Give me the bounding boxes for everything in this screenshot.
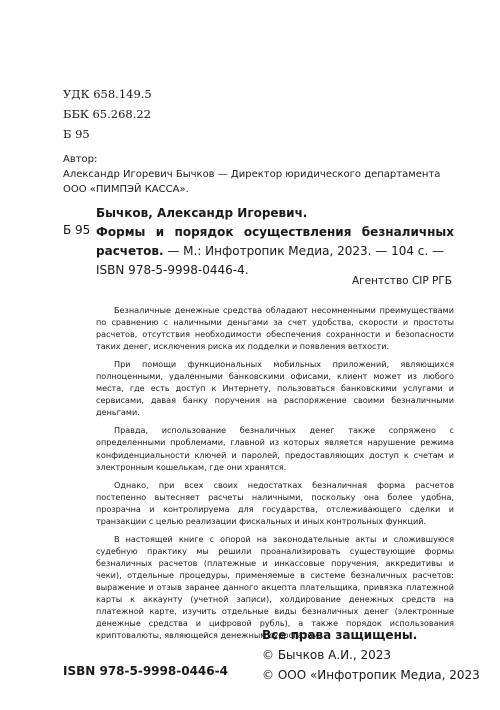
bib-title-line-1: [96, 223, 454, 242]
bbk-code: ББК 65.268.22: [63, 107, 151, 121]
bib-title-line-2: [96, 242, 454, 261]
bib-isbn: ISBN 978-5-9998-0446-4.: [96, 263, 249, 277]
annotation-paragraph: Правда, использование безналичных денег также сопряжено с определенными проблемами, главной из которых является нарушение режима конфиденциальности ключей и паролей, предоставляющих доступ к счетам и электронным кошелькам, где они хранятся.: [96, 425, 454, 472]
isbn-footer: ISBN 978-5-9998-0446-4: [63, 664, 228, 678]
udk-code: УДК 658.149.5: [63, 87, 152, 101]
bib-author-sign: Б 95: [63, 223, 91, 237]
annotation-paragraph: Однако, при всех своих недостатках безналичная форма расчетов постепенно вытесняет расчеты наличными, поскольку она более удобна, прозрачна и контролируема для государства, отслеживающего сделки и транзакции с целью реализации фискальных и иных контрольных функций.: [96, 479, 454, 526]
bib-title-end: расчетов.: [96, 244, 164, 258]
author-label: Автор:: [63, 154, 98, 165]
annotation: [96, 304, 454, 647]
annotation-paragraph: В настоящей книге с опорой на законодательные акты и сложившуюся судебную практику мы решили проанализировать существующие формы безналичных расчетов (платежные и инкассовые поручения, аккредитивы и чеки), отдельные процедуры, применяемые в системе безналичных расчетов: выражение и отзыв заранее данного акцепта плательщика, привязка платежной карты к аккаунту (учетной записи), холдирование денежных средств на платежной карте, изучить отдельные виды безналичных денег (электронные денежные средства и цифровой рубль), а также порядок использования криптовалюты, являющейся денежным суррогатом.: [96, 533, 454, 641]
author-company: ООО «ПИМПЭЙ КАССА».: [63, 184, 189, 195]
copyright-publisher: © ООО «Инфотропик Медиа, 2023: [262, 668, 480, 682]
bib-title-first: Формы и порядок осуществления безналичных: [96, 225, 454, 239]
author-sign-code: Б 95: [63, 127, 90, 141]
all-rights-reserved: Все права защищены.: [262, 628, 418, 642]
annotation-paragraph: Безналичные денежные средства обладают несомненными преимуществами по сравнению с наличными деньгами за счет удобства, скорости и простоты расчетов, отсутствия необходимости обеспечения сохранности и безопасности таких денег, исключения риска их подделки и появления ветхости.: [96, 305, 454, 352]
annotation-paragraph: При помощи функциональных мобильных приложений, являющихся полноценными, удаленными банковскими офисами, клиент может из любого места, где есть доступ к Интернету, пользоваться банковскими услугами и сервисами, давая банку поручения на распоряжение своими безналичными деньгами.: [96, 359, 454, 418]
bib-author-heading: Бычков, Александр Игоревич.: [96, 206, 308, 220]
author-info: [63, 152, 440, 197]
bib-imprint: — М.: Инфотропик Медиа, 2023. — 104 с. —: [163, 244, 445, 258]
author-description: Александр Игоревич Бычков — Директор юридического департамента: [63, 169, 441, 180]
cip-agency: Агентство CIP РГБ: [351, 275, 452, 287]
bibliographic-entry: [96, 204, 454, 280]
copyright-block: [262, 625, 480, 685]
copyright-author: © Бычков А.И., 2023: [262, 648, 392, 662]
